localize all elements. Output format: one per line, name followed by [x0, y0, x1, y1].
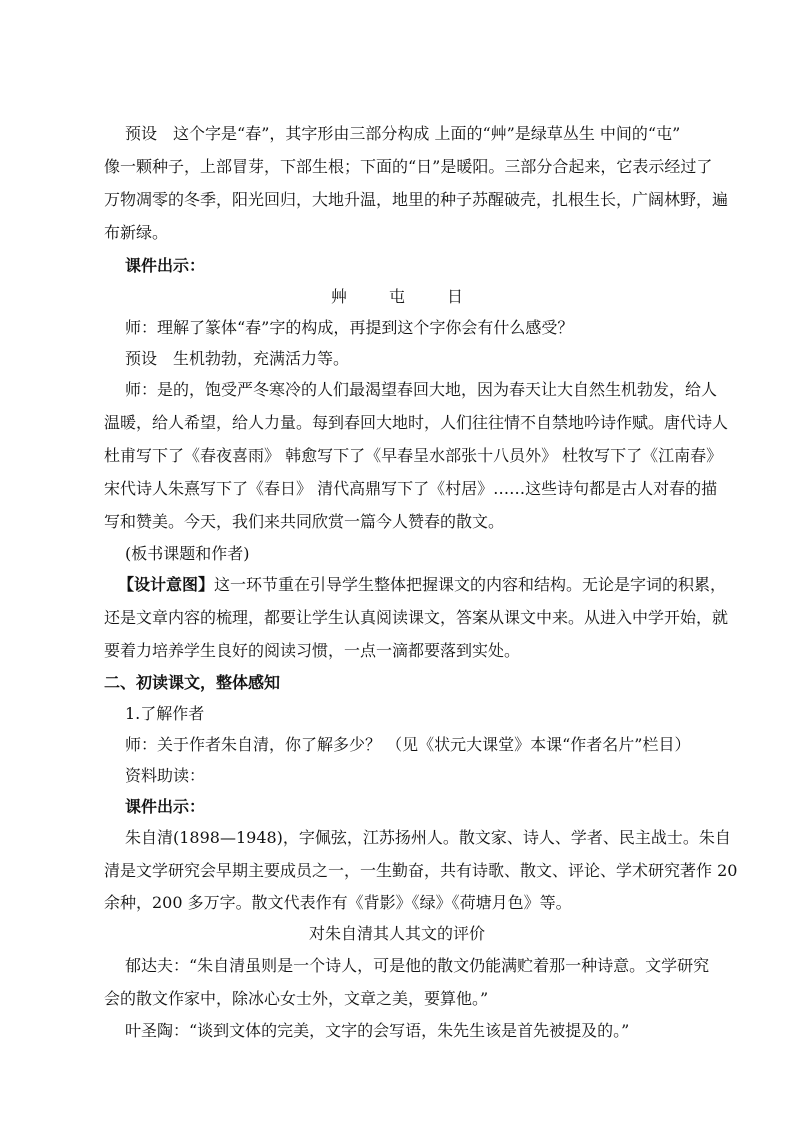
evaluation-title: 对朱自清其人其文的评价 — [308, 924, 485, 943]
paragraph-text: 这个字是“春”，其字形由三部分构成 上面的“艸”是绿草丛生 中间的“屯” — [173, 124, 681, 143]
paragraph-text: 这一环节重在引导学生整体把握课文的内容和结构。无论是字词的积累， — [214, 575, 727, 594]
courseware-heading: 课件出示： — [125, 797, 206, 816]
paragraph-line: 郁达夫：“朱自清虽则是一个诗人，可是他的散文仍能满贮着那一种诗意。文学研究 — [125, 956, 710, 975]
glyph-grass: 艸 — [330, 287, 347, 306]
paragraph-line: 写和赞美。今天，我们来共同欣赏一篇今人赞春的散文。 — [104, 512, 505, 531]
design-intent-label: 【设计意图】 — [118, 575, 215, 594]
paragraph-line: 余种，200 多万字。散文代表作有《背影》《绿》《荷塘月色》等。 — [104, 893, 572, 912]
paragraph-line: 杜甫写下了《春夜喜雨》 韩愈写下了《早春呈水部张十八员外》 杜牧写下了《江南春》 — [104, 446, 723, 465]
glyph-sun: 日 — [447, 287, 464, 306]
paragraph-line: 还是文章内容的梳理，都要让学生认真阅读课文，答案从课文中来。从进入中学开始，就 — [104, 608, 729, 627]
paragraph-line: 布新绿。 — [104, 223, 169, 242]
subsection-heading: 1.了解作者 — [125, 704, 205, 723]
paragraph-line: 师：是的，饱受严冬寒冷的人们最渴望春回大地，因为春天让大自然生机勃发，给人 — [125, 380, 718, 399]
paragraph-line: 会的散文作家中，除冰心女士外，文章之美，要算他。” — [104, 989, 489, 1008]
board-note: (板书课题和作者) — [125, 544, 250, 563]
paragraph-line: 资料助读： — [125, 766, 206, 785]
paragraph-line: 像一颗种子，上部冒芽，下部生根；下面的“日”是暖阳。三部分合起来，它表示经过了 — [104, 157, 713, 176]
paragraph-text: 生机勃勃，充满活力等。 — [173, 349, 350, 368]
paragraph-line: 师：关于作者朱自清，你了解多少？ （见《状元大课堂》本课“作者名片”栏目） — [125, 735, 691, 754]
paragraph-line: 宋代诗人朱熹写下了《春日》 清代高鼎写下了《村居》……这些诗句都是古人对春的描 — [104, 479, 718, 498]
glyph-parts — [0, 287, 794, 307]
paragraph-line: 万物凋零的冬季，阳光回归，大地升温，地里的种子苏醒破壳，扎根生长，广阔林野，遍 — [104, 190, 729, 209]
preset-label: 预设 — [125, 349, 158, 368]
courseware-heading: 课件出示： — [125, 256, 206, 275]
glyph-seed: 屯 — [388, 287, 405, 306]
paragraph-line: 师：理解了篆体“春”字的构成，再提到这个字你会有什么感受？ — [125, 318, 574, 337]
paragraph-line — [125, 349, 349, 369]
section-heading: 二、初读课文，整体感知 — [104, 673, 281, 692]
paragraph-line: 朱自清(1898—1948)，字佩弦，江苏扬州人。散文家、诗人、学者、民主战士。朱自 — [125, 828, 731, 847]
paragraph-line: 要着力培养学生良好的阅读习惯，一点一滴都要落到实处。 — [104, 641, 521, 660]
paragraph-line — [125, 124, 680, 144]
paragraph-line: 清是文学研究会早期主要成员之一，一生勤奋，共有诗歌、散文、评论、学术研究著作 20 — [104, 861, 738, 880]
design-intent-line — [118, 575, 726, 595]
preset-label: 预设 — [125, 124, 158, 143]
paragraph-line: 叶圣陶：“谈到文体的完美，文字的会写语，朱先生该是首先被提及的。” — [125, 1021, 630, 1040]
paragraph-line: 温暖，给人希望，给人力量。每到春回大地时，人们往往情不自禁地吟诗作赋。唐代诗人 — [104, 413, 729, 432]
